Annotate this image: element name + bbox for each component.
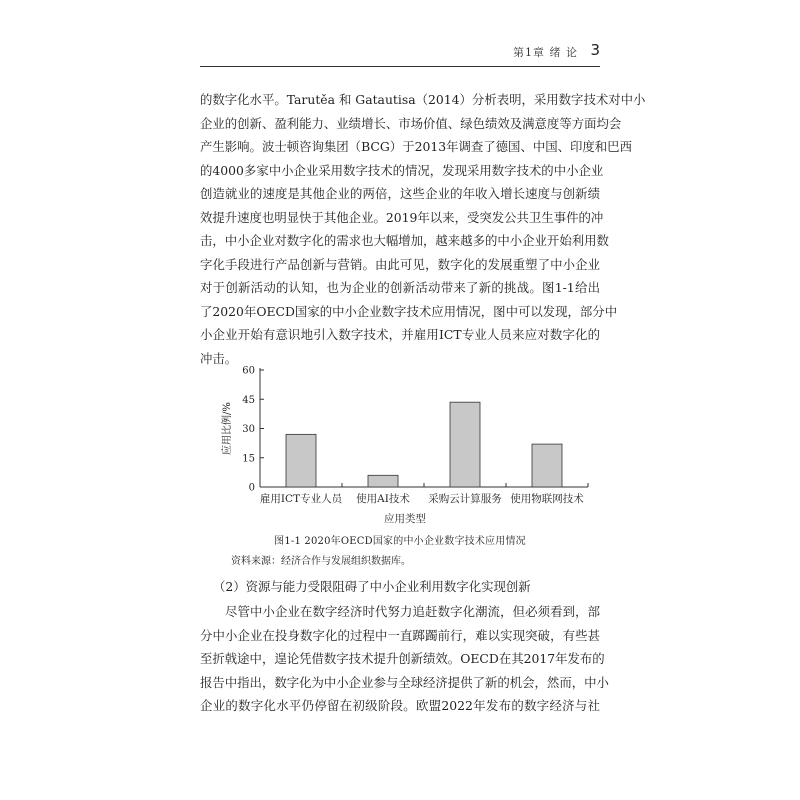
text-line: 至折戟途中，遑论凭借数字技术提升创新绩效。OECD在其2017年发布的 xyxy=(200,651,605,666)
y-tick-label: 45 xyxy=(242,394,255,406)
x-tick-label: 雇用ICT专业人员 xyxy=(259,493,343,505)
bar xyxy=(286,434,316,487)
body-paragraph-2 xyxy=(200,600,609,718)
chapter-title: 第1章 绪 论 xyxy=(513,46,578,59)
text-line: 的4000多家中小企业采用数字技术的情况，发现采用数字技术的中小企业 xyxy=(200,162,604,178)
bar-chart xyxy=(200,360,600,535)
text-line: 字化手段进行产品创新与营销。由此可见，数字化的发展重塑了中小企业 xyxy=(200,256,600,272)
page-number: 3 xyxy=(590,41,600,59)
text-line: 击，中小企业对数字化的需求也大幅增加，越来越多的中小企业开始利用数 xyxy=(200,233,609,248)
text-line: 对于创新活动的认知，也为企业的创新活动带来了新的挑战。图1-1给出 xyxy=(200,280,600,295)
text-line: 企业的创新、盈利能力、业绩增长、市场价值、绿色绩效及满意度等方面均会 xyxy=(200,115,622,131)
figure-source: 资料来源：经济合作与发展组织数据库。 xyxy=(231,556,411,567)
y-tick-label: 60 xyxy=(242,365,255,377)
text-line: 冲击。 xyxy=(200,350,238,366)
x-tick-label: 采购云计算服务 xyxy=(428,493,502,505)
section-heading: （2）资源与能力受限阻碍了中小企业利用数字化实现创新 xyxy=(213,579,531,594)
text-line: 企业的数字化水平仍停留在初级阶段。欧盟2022年发布的数字经济与社 xyxy=(200,698,600,713)
x-axis-label: 应用类型 xyxy=(384,513,426,525)
text-line: 小企业开始有意识地引入数字技术，并雇用ICT专业人员来应对数字化的 xyxy=(200,327,600,342)
body-paragraph-1 xyxy=(200,88,646,370)
chart-labels xyxy=(220,402,584,525)
bar xyxy=(368,475,398,487)
running-header xyxy=(200,40,600,60)
text-line: 创造就业的速度是其他企业的两倍，这些企业的年收入增长速度与创新绩 xyxy=(200,186,600,201)
text-line: 的数字化水平。Tarutěa 和 Gatautisa（2014）分析表明，采用数字技术对中小 xyxy=(200,92,646,107)
chart-bars xyxy=(286,402,562,487)
text-line: 报告中指出，数字化为中小企业参与全球经济提供了新的机会，然而，中小 xyxy=(200,674,609,690)
y-axis-label: 应用比例/% xyxy=(222,402,233,455)
y-tick-label: 0 xyxy=(248,482,255,494)
bar xyxy=(532,444,562,487)
x-tick-label: 使用物联网技术 xyxy=(510,493,584,505)
text-line: 分中小企业在投身数字化的过程中一直踯躅前行，难以实现突破，有些甚 xyxy=(200,627,600,643)
x-tick-label: 使用AI技术 xyxy=(356,493,410,505)
text-line: 了2020年OECD国家的中小企业数字技术应用情况，图中可以发现，部分中 xyxy=(200,303,618,319)
figure-caption: 图1-1 2020年OECD国家的中小企业数字技术应用情况 xyxy=(274,536,526,547)
bar xyxy=(450,402,480,487)
text-line: 效提升速度也明显快于其他企业。2019年以来，受突发公共卫生事件的冲 xyxy=(200,209,604,225)
y-tick-label: 30 xyxy=(242,424,255,435)
header-rule xyxy=(200,66,600,67)
text-line: 尽管中小企业在数字经济时代努力追赶数字化潮流，但必须看到，部 xyxy=(225,604,600,619)
y-tick-label: 15 xyxy=(242,453,255,465)
text-line: 产生影响。波士顿咨询集团（BCG）于2013年调查了德国、中国、印度和巴西 xyxy=(200,139,632,154)
